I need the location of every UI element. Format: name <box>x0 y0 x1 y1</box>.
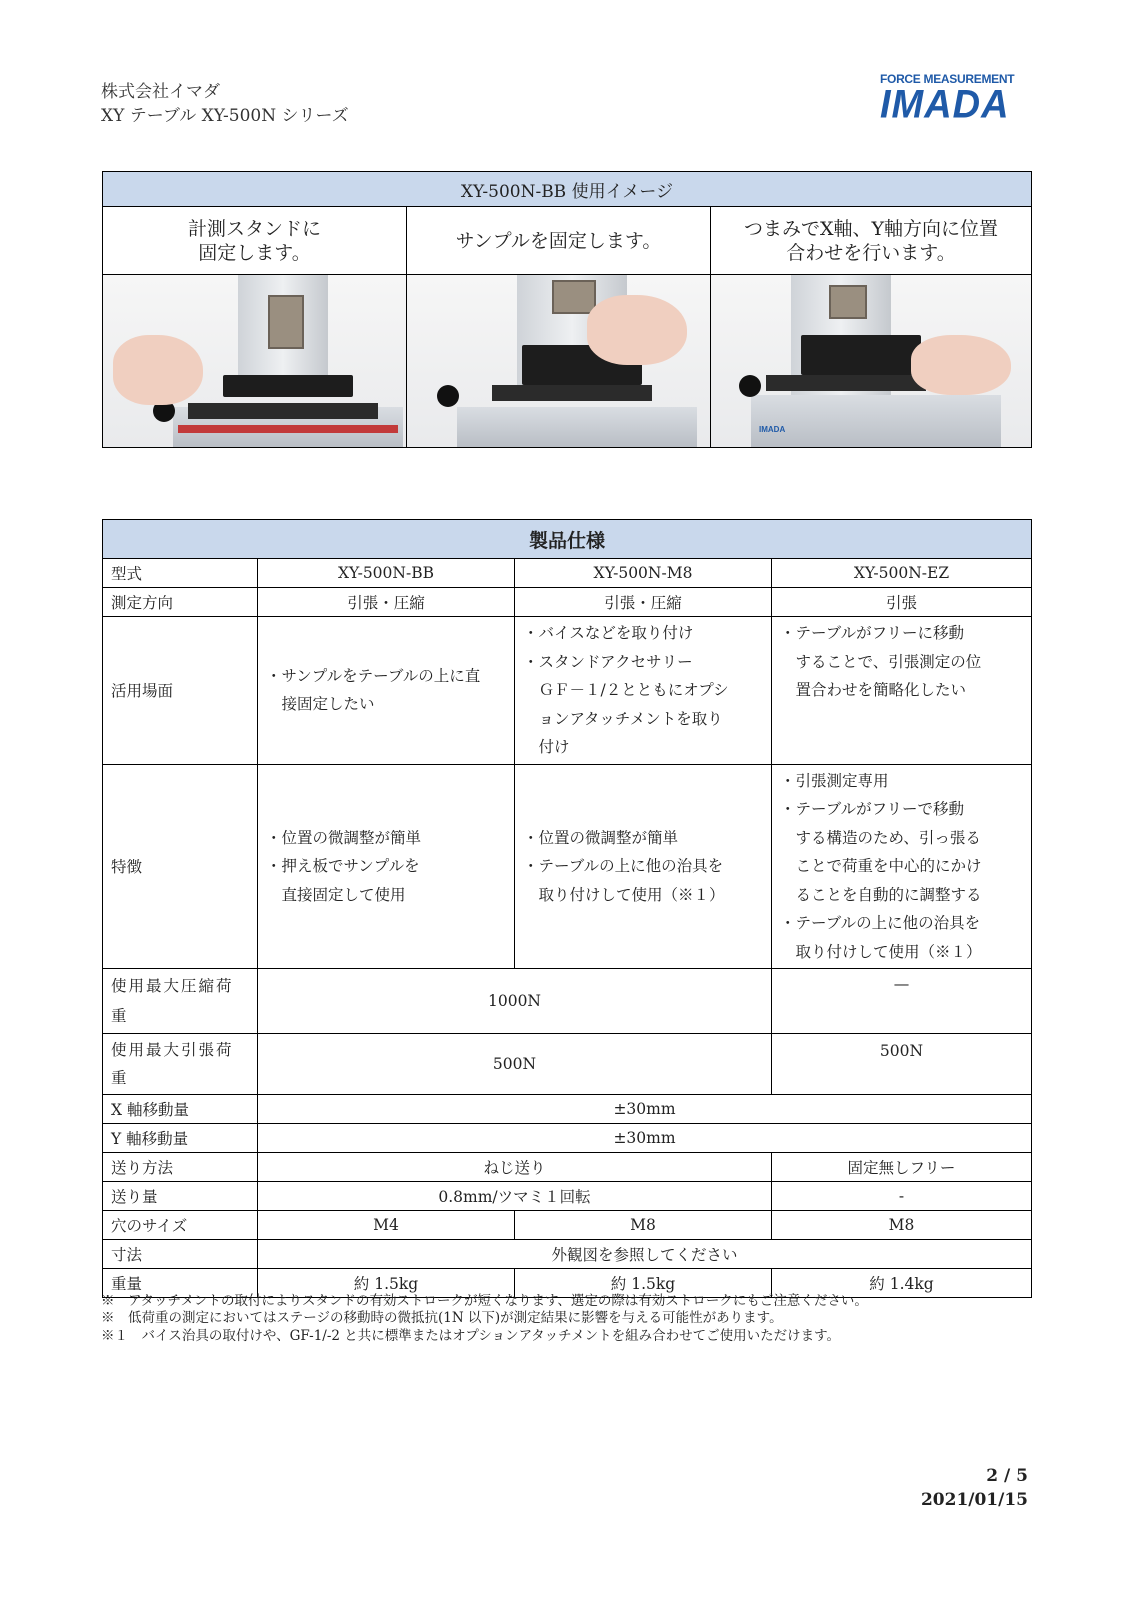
use-ez-line: することで、引張測定の位 <box>780 652 982 671</box>
row-label-feature: 特徴 <box>103 764 258 969</box>
use-m8-line: ョンアタッチメントを取り <box>523 709 723 728</box>
feature-bb-line: 直接固定して使用 <box>266 885 406 904</box>
spec-title: 製品仕様 <box>103 520 1032 559</box>
row-label-y-travel: Y 軸移動量 <box>103 1124 258 1153</box>
usage-title: XY-500N-BB 使用イメージ <box>103 172 1032 207</box>
feature-bb-line: ・位置の微調整が簡単 <box>266 828 422 847</box>
feature-bb <box>258 764 515 969</box>
usage-caption-1: 計測スタンドに 固定します。 <box>103 207 407 275</box>
max-tension-value: 500N <box>258 1034 772 1095</box>
feature-ez-line: ・引張測定専用 <box>780 771 889 790</box>
usage-photo-cell-2 <box>407 275 711 448</box>
y-travel-value: ±30mm <box>258 1124 1032 1153</box>
use-bb <box>258 617 515 765</box>
usage-caption-2: サンプルを固定します。 <box>407 207 711 275</box>
row-label-dimensions: 寸法 <box>103 1240 258 1269</box>
note-2: ※ 低荷重の測定においてはステージの移動時の微抵抗(1N 以下)が測定結果に影響を与える可能性があります。 <box>101 1310 783 1326</box>
feed-amount-ez: - <box>772 1182 1032 1211</box>
feature-ez-line: ることを自動的に調整する <box>780 885 982 904</box>
row-label-x-travel: X 軸移動量 <box>103 1095 258 1124</box>
spec-table <box>102 519 1032 1298</box>
company-name: 株式会社イマダ <box>101 82 220 102</box>
direction-m8: 引張・圧縮 <box>515 588 772 617</box>
usage-image-table <box>102 171 1032 448</box>
use-m8-line: ・バイスなどを取り付け <box>523 624 694 642</box>
note-3: ※１ バイス治具の取付けや、GF-1/-2 と共に標準またはオプションアタッチメントを組み合わせてご使用いただけます。 <box>101 1328 840 1344</box>
feature-ez-line: ・テーブルの上に他の治具を <box>780 914 981 932</box>
feature-m8-line: 取り付けして使用（※１） <box>523 885 725 904</box>
max-tension-ez: 500N <box>772 1034 1032 1095</box>
feature-ez-line: ・テーブルがフリーで移動 <box>780 800 964 818</box>
use-m8 <box>515 617 772 765</box>
feature-ez-line: ことで荷重を中心的にかけ <box>780 857 982 875</box>
model-m8: XY-500N-M8 <box>515 559 772 588</box>
use-ez-line: ・テーブルがフリーに移動 <box>780 624 964 642</box>
use-m8-line: ＧＦ－１/２とともにオプシ <box>523 681 729 699</box>
series-name: XY テーブル XY-500N シリーズ <box>101 106 349 126</box>
max-compression-ez: — <box>772 969 1032 1034</box>
row-label-max-compression: 使用最大圧縮荷 重 <box>103 969 258 1034</box>
feature-m8-line: ・テーブルの上に他の治具を <box>523 857 724 875</box>
usage-photo-2 <box>407 275 710 447</box>
usage-photo-cell-3 <box>711 275 1032 448</box>
row-label-use: 活用場面 <box>103 617 258 765</box>
feature-bb-line: ・押え板でサンプルを <box>266 857 420 875</box>
document-date: 2021/01/15 <box>920 1490 1028 1510</box>
feed-method-value: ねじ送り <box>258 1153 772 1182</box>
direction-ez: 引張 <box>772 588 1032 617</box>
use-bb-line: ・サンプルをテーブルの上に直 <box>266 666 481 685</box>
hole-bb: M4 <box>258 1211 515 1240</box>
model-bb: XY-500N-BB <box>258 559 515 588</box>
usage-photo-cell-1 <box>103 275 407 448</box>
model-ez: XY-500N-EZ <box>772 559 1032 588</box>
use-bb-line: 接固定したい <box>266 695 375 714</box>
stand-brand-label: IMADA <box>759 425 786 434</box>
max-compression-value: 1000N <box>258 969 772 1034</box>
document-header <box>101 80 349 128</box>
logo-brand: IMADA <box>880 82 1010 128</box>
feature-ez-line: する構造のため、引っ張る <box>780 828 981 847</box>
row-label-direction: 測定方向 <box>103 588 258 617</box>
weight-bb: 約 1.5kg <box>258 1269 515 1298</box>
use-m8-line: ・スタンドアクセサリー <box>523 652 693 671</box>
hole-ez: M8 <box>772 1211 1032 1240</box>
note-1: ※ アタッチメントの取付によりスタンドの有効ストロークが短くなります、選定の際は有効ストロークにもご注意ください。 <box>101 1293 868 1309</box>
feature-ez-line: 取り付けして使用（※１） <box>780 942 982 961</box>
row-label-max-tension: 使用最大引張荷 重 <box>103 1034 258 1095</box>
row-label-weight: 重量 <box>103 1269 258 1298</box>
weight-ez: 約 1.4kg <box>772 1269 1032 1298</box>
feed-method-ez: 固定無しフリー <box>772 1153 1032 1182</box>
feed-amount-value: 0.8mm/ツマミ１回転 <box>258 1182 772 1211</box>
feature-ez <box>772 764 1032 969</box>
use-ez <box>772 617 1032 765</box>
direction-bb: 引張・圧縮 <box>258 588 515 617</box>
feature-m8-line: ・位置の微調整が簡単 <box>523 828 679 847</box>
usage-photo-3 <box>711 275 1031 447</box>
usage-photo-1 <box>103 275 406 447</box>
weight-m8: 約 1.5kg <box>515 1269 772 1298</box>
imada-logo <box>880 72 1030 128</box>
use-m8-line: 付け <box>523 738 570 756</box>
row-label-hole-size: 穴のサイズ <box>103 1211 258 1240</box>
use-ez-line: 置合わせを簡略化したい <box>780 681 967 699</box>
page-number: 2 / 5 <box>986 1466 1028 1486</box>
hole-m8: M8 <box>515 1211 772 1240</box>
row-label-feed-amount: 送り量 <box>103 1182 258 1211</box>
row-label-feed-method: 送り方法 <box>103 1153 258 1182</box>
logo-tagline: FORCE MEASUREMENT <box>880 72 1015 86</box>
feature-m8 <box>515 764 772 969</box>
usage-caption-3: つまみでX軸、Y軸方向に位置 合わせを行います。 <box>711 207 1032 275</box>
x-travel-value: ±30mm <box>258 1095 1032 1124</box>
dimensions-value: 外観図を参照してください <box>258 1240 1032 1269</box>
row-label-model: 型式 <box>103 559 258 588</box>
